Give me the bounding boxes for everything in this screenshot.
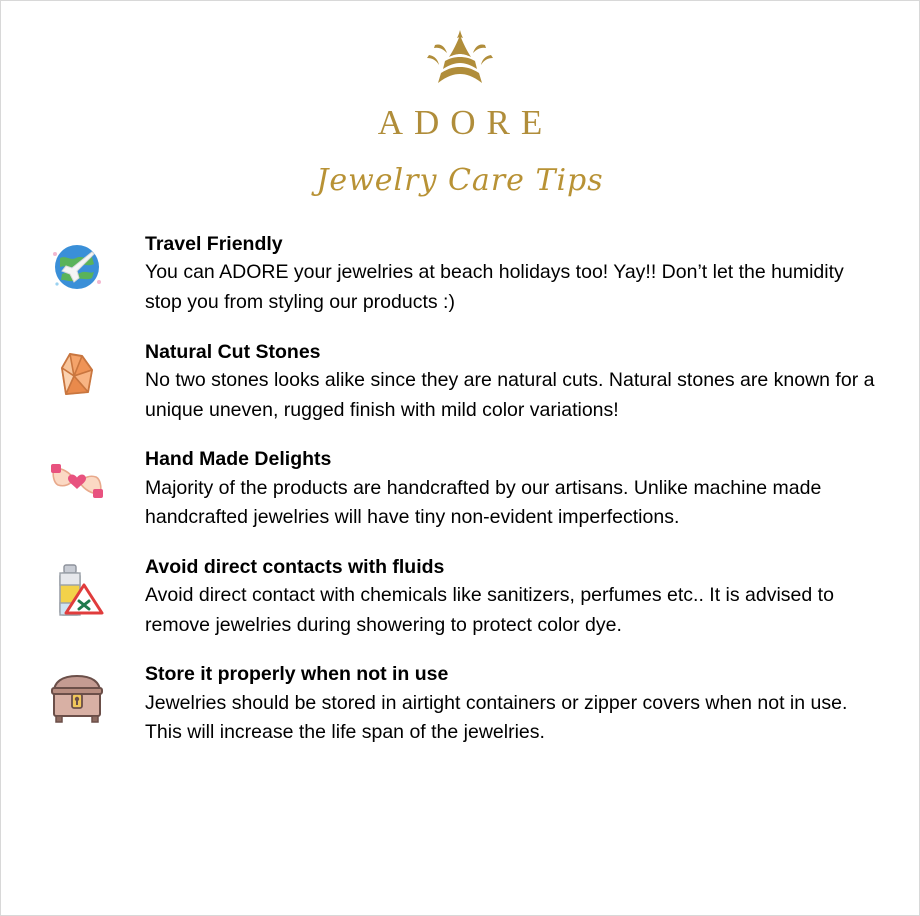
document-header [1,1,919,198]
tip-body [115,232,875,318]
tip-text: You can ADORE your jewelries at beach holidays too! Yay!! Don’t let the humidity stop you from styling our products :) [145,261,844,313]
tip-body [115,447,875,533]
tip-item [39,555,875,641]
hands-heart-handmade-icon [39,447,115,511]
page-title: Jewelry Care Tips [316,163,604,198]
chemical-bottle-warning-icon [39,555,115,619]
tip-body [115,340,875,426]
brand-name: ADORE [377,103,554,142]
adore-monogram-icon [405,27,515,99]
tip-title: Natural Cut Stones [145,340,321,363]
tip-item [39,447,875,533]
tip-body [115,662,875,748]
tip-text: Majority of the products are handcrafted by our artisans. Unlike machine made handcrafted jewelries will have tiny non-evident imperfections. [145,476,822,529]
tip-title: Store it properly when not in use [145,663,449,686]
tip-text: Jewelries should be stored in airtight containers or zipper covers when not in use. This will increase the life span of the jewelries. [145,691,848,744]
tips-list [1,232,919,748]
globe-airplane-travel-icon [39,232,115,296]
tip-title: Avoid direct contacts with fluids [145,555,445,578]
tip-title: Travel Friendly [145,233,283,255]
gemstone-rock-icon [39,340,115,404]
tip-item [39,662,875,748]
tip-item [39,340,875,426]
tip-body [115,555,875,641]
tip-text: Avoid direct contact with chemicals like sanitizers, perfumes etc.. It is advised to remove jewelries during showering to protect color dye. [145,584,834,636]
tip-title: Hand Made Delights [145,448,332,471]
tip-item [39,232,875,318]
treasure-chest-storage-icon [39,662,115,726]
tip-text: No two stones looks alike since they are natural cuts. Natural stones are known for a unique uneven, rugged finish with mild color variations! [145,368,875,421]
